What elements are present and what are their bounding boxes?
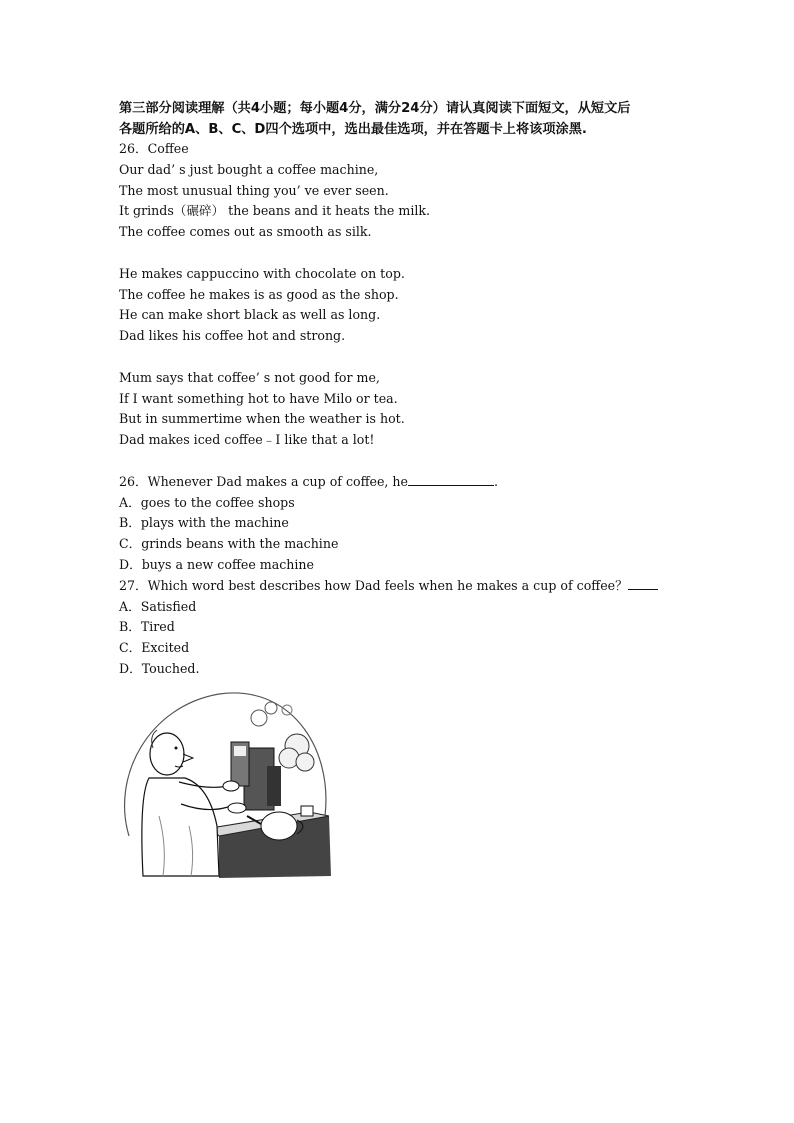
option-d: D．Touched. [119, 660, 200, 676]
poem-line: But in summertime when the weather is hot. [119, 411, 405, 427]
option-d: D．buys a new coffee machine [119, 556, 315, 572]
question-26 [119, 472, 699, 493]
section-heading [119, 98, 689, 140]
question-27-stem: 27．Which word best describes how Dad feels when he makes a cup of coffee？ [119, 577, 628, 593]
question-26-end: . [494, 473, 499, 489]
question-27 [119, 576, 699, 597]
poem-line: If I want something hot to have Milo or tea. [119, 390, 398, 406]
question-26-stem: 26．Whenever Dad makes a cup of coffee, he [119, 473, 408, 489]
answer-blank[interactable] [408, 472, 494, 486]
stanza-gap [119, 451, 699, 472]
poem-line: Dad likes his coffee hot and strong. [119, 328, 346, 344]
option-c: C．grinds beans with the machine [119, 536, 339, 552]
option-b: B．plays with the machine [119, 515, 289, 531]
section-heading-line-1: 第三部分阅读理解（共4小题；每小题4分，满分24分）请认真阅读下面短文，从短文后 [119, 101, 631, 116]
answer-blank[interactable] [628, 576, 658, 590]
poem-line: The coffee comes out as smooth as silk. [119, 224, 372, 240]
dad-making-coffee-illustration [119, 686, 335, 880]
stanza-gap [119, 347, 699, 368]
option-a: A．goes to the coffee shops [119, 494, 295, 510]
poem-line: It grinds（碾碎） the beans and it heats the milk. [119, 203, 431, 219]
option-c: C．Excited [119, 640, 190, 656]
poem-line: The most unusual thing you’ ve ever seen. [119, 182, 389, 198]
poem-line: He makes cappuccino with chocolate on top. [119, 265, 405, 281]
poem-line: Our dad’ s just bought a coffee machine, [119, 161, 379, 177]
stanza-gap [119, 243, 699, 264]
poem-line: The coffee he makes is as good as the shop. [119, 286, 399, 302]
poem-title: 26．Coffee [119, 141, 189, 156]
option-a: A．Satisfied [119, 598, 197, 614]
poem-line: Dad makes iced coffee﹣I like that a lot! [119, 432, 375, 448]
passage-and-questions [119, 139, 699, 680]
section-heading-line-2: 各题所给的A、B、C、D四个选项中，选出最佳选项，并在答题卡上将该项涂黑. [119, 122, 587, 137]
poem-line: He can make short black as well as long. [119, 307, 381, 323]
poem-line: Mum says that coffee’ s not good for me, [119, 369, 380, 385]
option-b: B．Tired [119, 619, 175, 635]
